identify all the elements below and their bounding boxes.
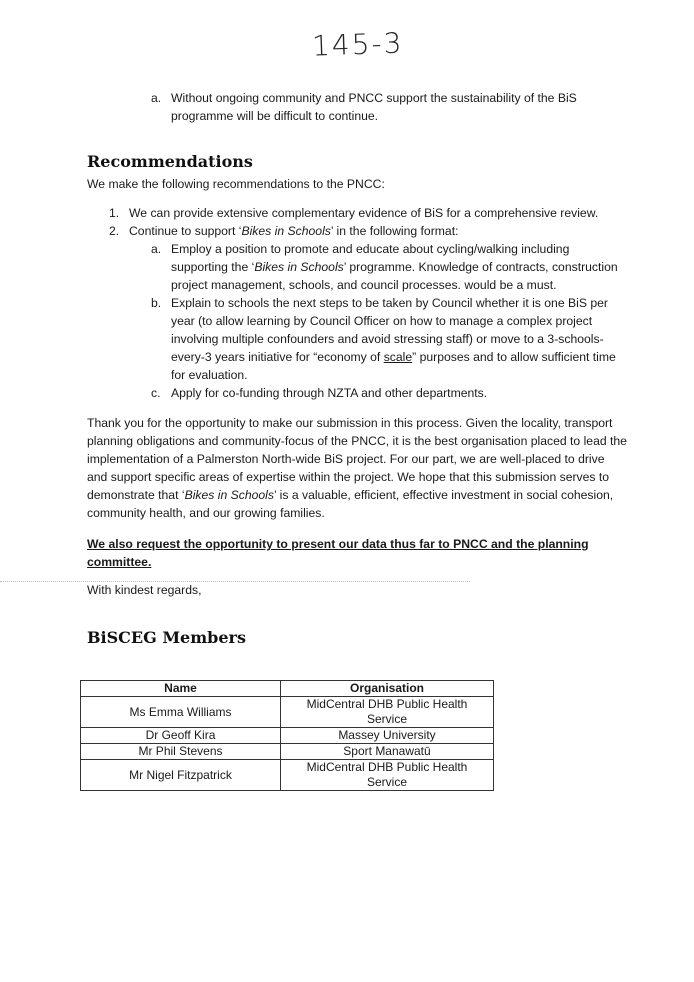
member-name: Ms Emma Williams — [81, 697, 281, 728]
member-name: Mr Phil Stevens — [81, 744, 281, 760]
paragraph-line: Thank you for the opportunity to make our submission in this process. Given the locality, transport — [87, 416, 613, 430]
paragraph-line: planning obligations and community-focus of the PNCC, it is the best organisation placed to lead the — [87, 434, 627, 448]
scan-artifact-line — [0, 581, 470, 582]
sub-item-line: project management, schools, and council processes. would be a must. — [171, 278, 557, 292]
text-run: ” purposes and to allow sufficient time — [412, 350, 616, 364]
member-organisation: MidCentral DHB Public Health Service — [281, 697, 494, 728]
intro-point-line1: Without ongoing community and PNCC support the sustainability of the BiS — [171, 91, 577, 105]
text-run: demonstrate that ‘ — [87, 488, 185, 502]
text-run: every-3 years initiative for “economy of — [171, 350, 384, 364]
table-row — [81, 744, 494, 760]
paragraph-line: and support specific areas of expertise within the project. We hope that this submission serves to — [87, 470, 610, 484]
column-header-organisation: Organisation — [281, 681, 494, 697]
sub-item-line: Explain to schools the next steps to be taken by Council whether it is one BiS per — [171, 296, 608, 310]
underlined-word: scale — [383, 350, 413, 364]
column-header-name: Name — [81, 681, 281, 697]
request-line: committee. — [87, 555, 152, 569]
text-run: Continue to support ‘ — [129, 224, 242, 238]
text-run: supporting the ‘ — [171, 260, 255, 274]
sub-item-line: year (to allow learning by Council Officer on how to manage a complex project — [171, 314, 593, 328]
paragraph-line — [87, 486, 613, 504]
list-marker: b. — [151, 296, 162, 310]
sub-item-line — [171, 348, 616, 366]
sub-item-line: involving multiple confounders and avoid stressing staff) or move to a 3-schools- — [171, 332, 604, 346]
table-row — [81, 697, 494, 728]
list-marker: a. — [151, 91, 162, 105]
list-marker: a. — [151, 242, 162, 256]
list-marker: c. — [151, 386, 161, 400]
sub-item-line: Apply for co-funding through NZTA and other departments. — [171, 386, 488, 400]
member-organisation: Massey University — [281, 728, 494, 744]
members-heading: BiSCEG Members — [87, 628, 246, 647]
text-run: ’ is a valuable, efficient, effective investment in social cohesion, — [273, 488, 614, 502]
member-name: Dr Geoff Kira — [81, 728, 281, 744]
member-organisation: Sport Manawatū — [281, 744, 494, 760]
sub-item-line: Employ a position to promote and educate about cycling/walking including — [171, 242, 570, 256]
member-organisation: MidCentral DHB Public Health Service — [281, 760, 494, 791]
intro-point-line2: programme will be difficult to continue. — [171, 109, 379, 123]
member-name: Mr Nigel Fitzpatrick — [81, 760, 281, 791]
sub-item-line — [171, 258, 618, 276]
paragraph-line: community health, and our growing families. — [87, 506, 325, 520]
sign-off: With kindest regards, — [87, 583, 202, 597]
program-name: Bikes in Schools — [254, 260, 344, 274]
request-line: We also request the opportunity to present our data thus far to PNCC and the planning — [87, 537, 589, 551]
recommendations-heading: Recommendations — [87, 152, 253, 171]
members-table — [80, 680, 494, 791]
text-run: ’ in the following format: — [330, 224, 459, 238]
paragraph-line: implementation of a Palmerston North-wide BiS project. For our part, we are well-placed to drive — [87, 452, 605, 466]
handwritten-reference: 145-3 — [311, 26, 404, 63]
program-name: Bikes in Schools — [241, 224, 331, 238]
list-marker: 2. — [109, 224, 120, 238]
recommendations-intro: We make the following recommendations to the PNCC: — [87, 177, 385, 191]
recommendation-text: We can provide extensive complementary evidence of BiS for a comprehensive review. — [129, 206, 599, 220]
table-row — [81, 728, 494, 744]
table-header-row — [81, 681, 494, 697]
sub-item-line: for evaluation. — [171, 368, 248, 382]
text-run: ’ programme. Knowledge of contracts, construction — [343, 260, 618, 274]
program-name: Bikes in Schools — [184, 488, 274, 502]
recommendation-text — [129, 222, 458, 240]
list-marker: 1. — [109, 206, 120, 220]
table-row — [81, 760, 494, 791]
